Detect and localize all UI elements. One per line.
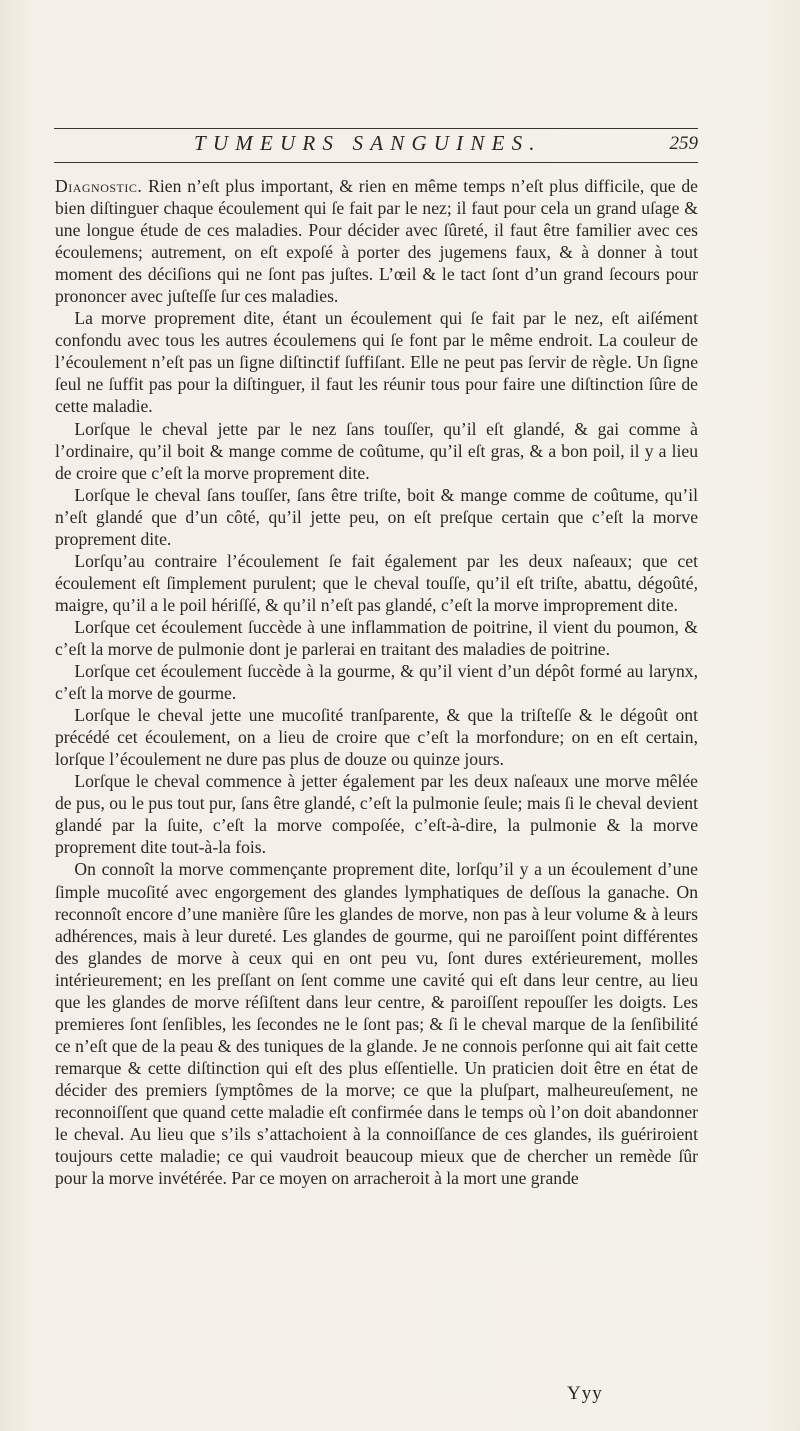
running-header — [54, 128, 698, 168]
paragraph: La morve proprement dite, étant un écoulement qui ſe fait par le nez, eſt aiſément confondu avec tous les autres écoulemens qui ſe font par le même endroit. La couleur de l’écoulement n’eſt pas un ſigne diſtinctif ſuffiſant. Elle ne peut pas ſervir de règle. Un ſigne ſeul ne ſuffit pas pour la diſtinguer, il faut les réunir tous pour faire une diſtinction ſûre de cette maladie. — [55, 308, 698, 417]
paragraph: Lorſqu’au contraire l’écoulement ſe fait également par les deux naſeaux; que cet écoulement eſt ſimplement purulent; que le cheval touſſe, qu’il eſt triſte, abattu, dégoûté, maigre, qu’il a le poil hériſſé, & qu’il n’eſt pas glandé, c’eſt la morve improprement dite. — [55, 550, 698, 615]
paragraph: Lorſque le cheval ſans touſſer, ſans être triſte, boit & mange comme de coûtume, qu’il n’eſt glandé que d’un côté, qu’il jette peu, on eſt preſque certain que c’eſt la morve proprement dite. — [55, 484, 698, 549]
paragraph: Lorſque cet écoulement ſuccède à la gourme, & qu’il vient d’un dépôt formé au larynx, c’eſt la morve de gourme. — [55, 661, 698, 704]
section-lead: Diagnostic. — [55, 176, 143, 196]
body-text — [55, 175, 698, 1189]
paragraph: Lorſque le cheval commence à jetter également par les deux naſeaux une morve mêlée de pus, ou le pus tout pur, ſans être glandé, c’eſt la pulmonie ſeule; mais ſi le cheval devient glandé par la ſuite, c’eſt la morve compoſée, c’eſt-à-dire, la pulmonie & la morve proprement dite tout-à-la fois. — [55, 771, 698, 858]
running-title: TUMEURS SANGUINES. — [194, 131, 542, 155]
paragraph — [55, 175, 698, 307]
header-rule-bottom — [54, 162, 698, 163]
paragraph: Lorſque le cheval jette par le nez ſans touſſer, qu’il eſt glandé, & gai comme à l’ordinaire, qu’il boit & mange comme de coûtume, qu’il eſt gras, & a bon poil, il y a lieu de croire que c’eſt la morve proprement dite. — [55, 418, 698, 483]
paragraph: Lorſque le cheval jette une mucoſité tranſparente, & que la triſteſſe & le dégoût ont précédé cet écoulement, on a lieu de croire que c’eſt la morfondure; on en eſt certain, lorſque l’écoulement ne dure pas plus de douze ou quinze jours. — [55, 705, 698, 770]
header-rule-top — [54, 128, 698, 129]
paragraph: On connoît la morve commençante proprement dite, lorſqu’il y a un écoulement d’une ſimple mucoſité avec engorgement des glandes lymphatiques de deſſous la ganache. On reconnoît encore d’une manière ſûre les glandes de morve, non pas à leur volume & à leurs adhérences, mais à leur dureté. Les glandes de gourme, qui ne paroiſſent point différentes des glandes de morve à ceux qui en ont peu vu, ſont dures extérieurement, molles intérieurement; en les preſſant on ſent comme une cavité qui eſt dans leur centre, au lieu que les glandes de morve réſiſtent dans leur centre, & paroiſſent repouſſer les doigts. Les premieres ſont ſenſibles, les ſecondes ne le ſont pas; & ſi le cheval marque de la ſenſibilité ce n’eſt que de la peau & des tuniques de la glande. Je ne connois perſonne qui ait fait cette remarque & cette diſtinction qui eſt des plus eſſentielle. Un praticien doit être en état de décider des premiers ſymptômes de la morve; ce que la pluſpart, malheureuſement, ne reconnoiſſent que quand cette maladie eſt confirmée dans le temps où l’on doit abandonner le cheval. Au lieu que s’ils s’attachoient à la connoiſſance de ces glandes, ils guériroient toujours cette maladie; ce qui vaudroit beaucoup mieux que de chercher un remède ſûr pour la morve invétérée. Par ce moyen on arracheroit à la mort une grande — [55, 859, 698, 1189]
signature-mark: Yyy — [567, 1383, 603, 1404]
paragraph-text: Rien n’eſt plus important, & rien en même temps n’eſt plus difficile, que de bien diſtinguer chaque écoulement qui ſe fait par le nez; il faut pour cela un grand uſage & une longue étude de ces maladies. Pour décider avec ſûreté, il faut être familier avec ces écoulemens; autrement, on eſt expoſé à porter des jugemens faux, & à donner à tout moment des déciſions qui ne ſont pas juſtes. L’œil & le tact ſont d’un grand ſecours pour prononcer avec juſteſſe ſur ces maladies. — [55, 176, 698, 307]
paragraph: Lorſque cet écoulement ſuccède à une inflammation de poitrine, il vient du poumon, & c’eſt la morve de pulmonie dont je parlerai en traitant des maladies de poitrine. — [55, 616, 698, 659]
page-number: 259 — [669, 133, 698, 154]
